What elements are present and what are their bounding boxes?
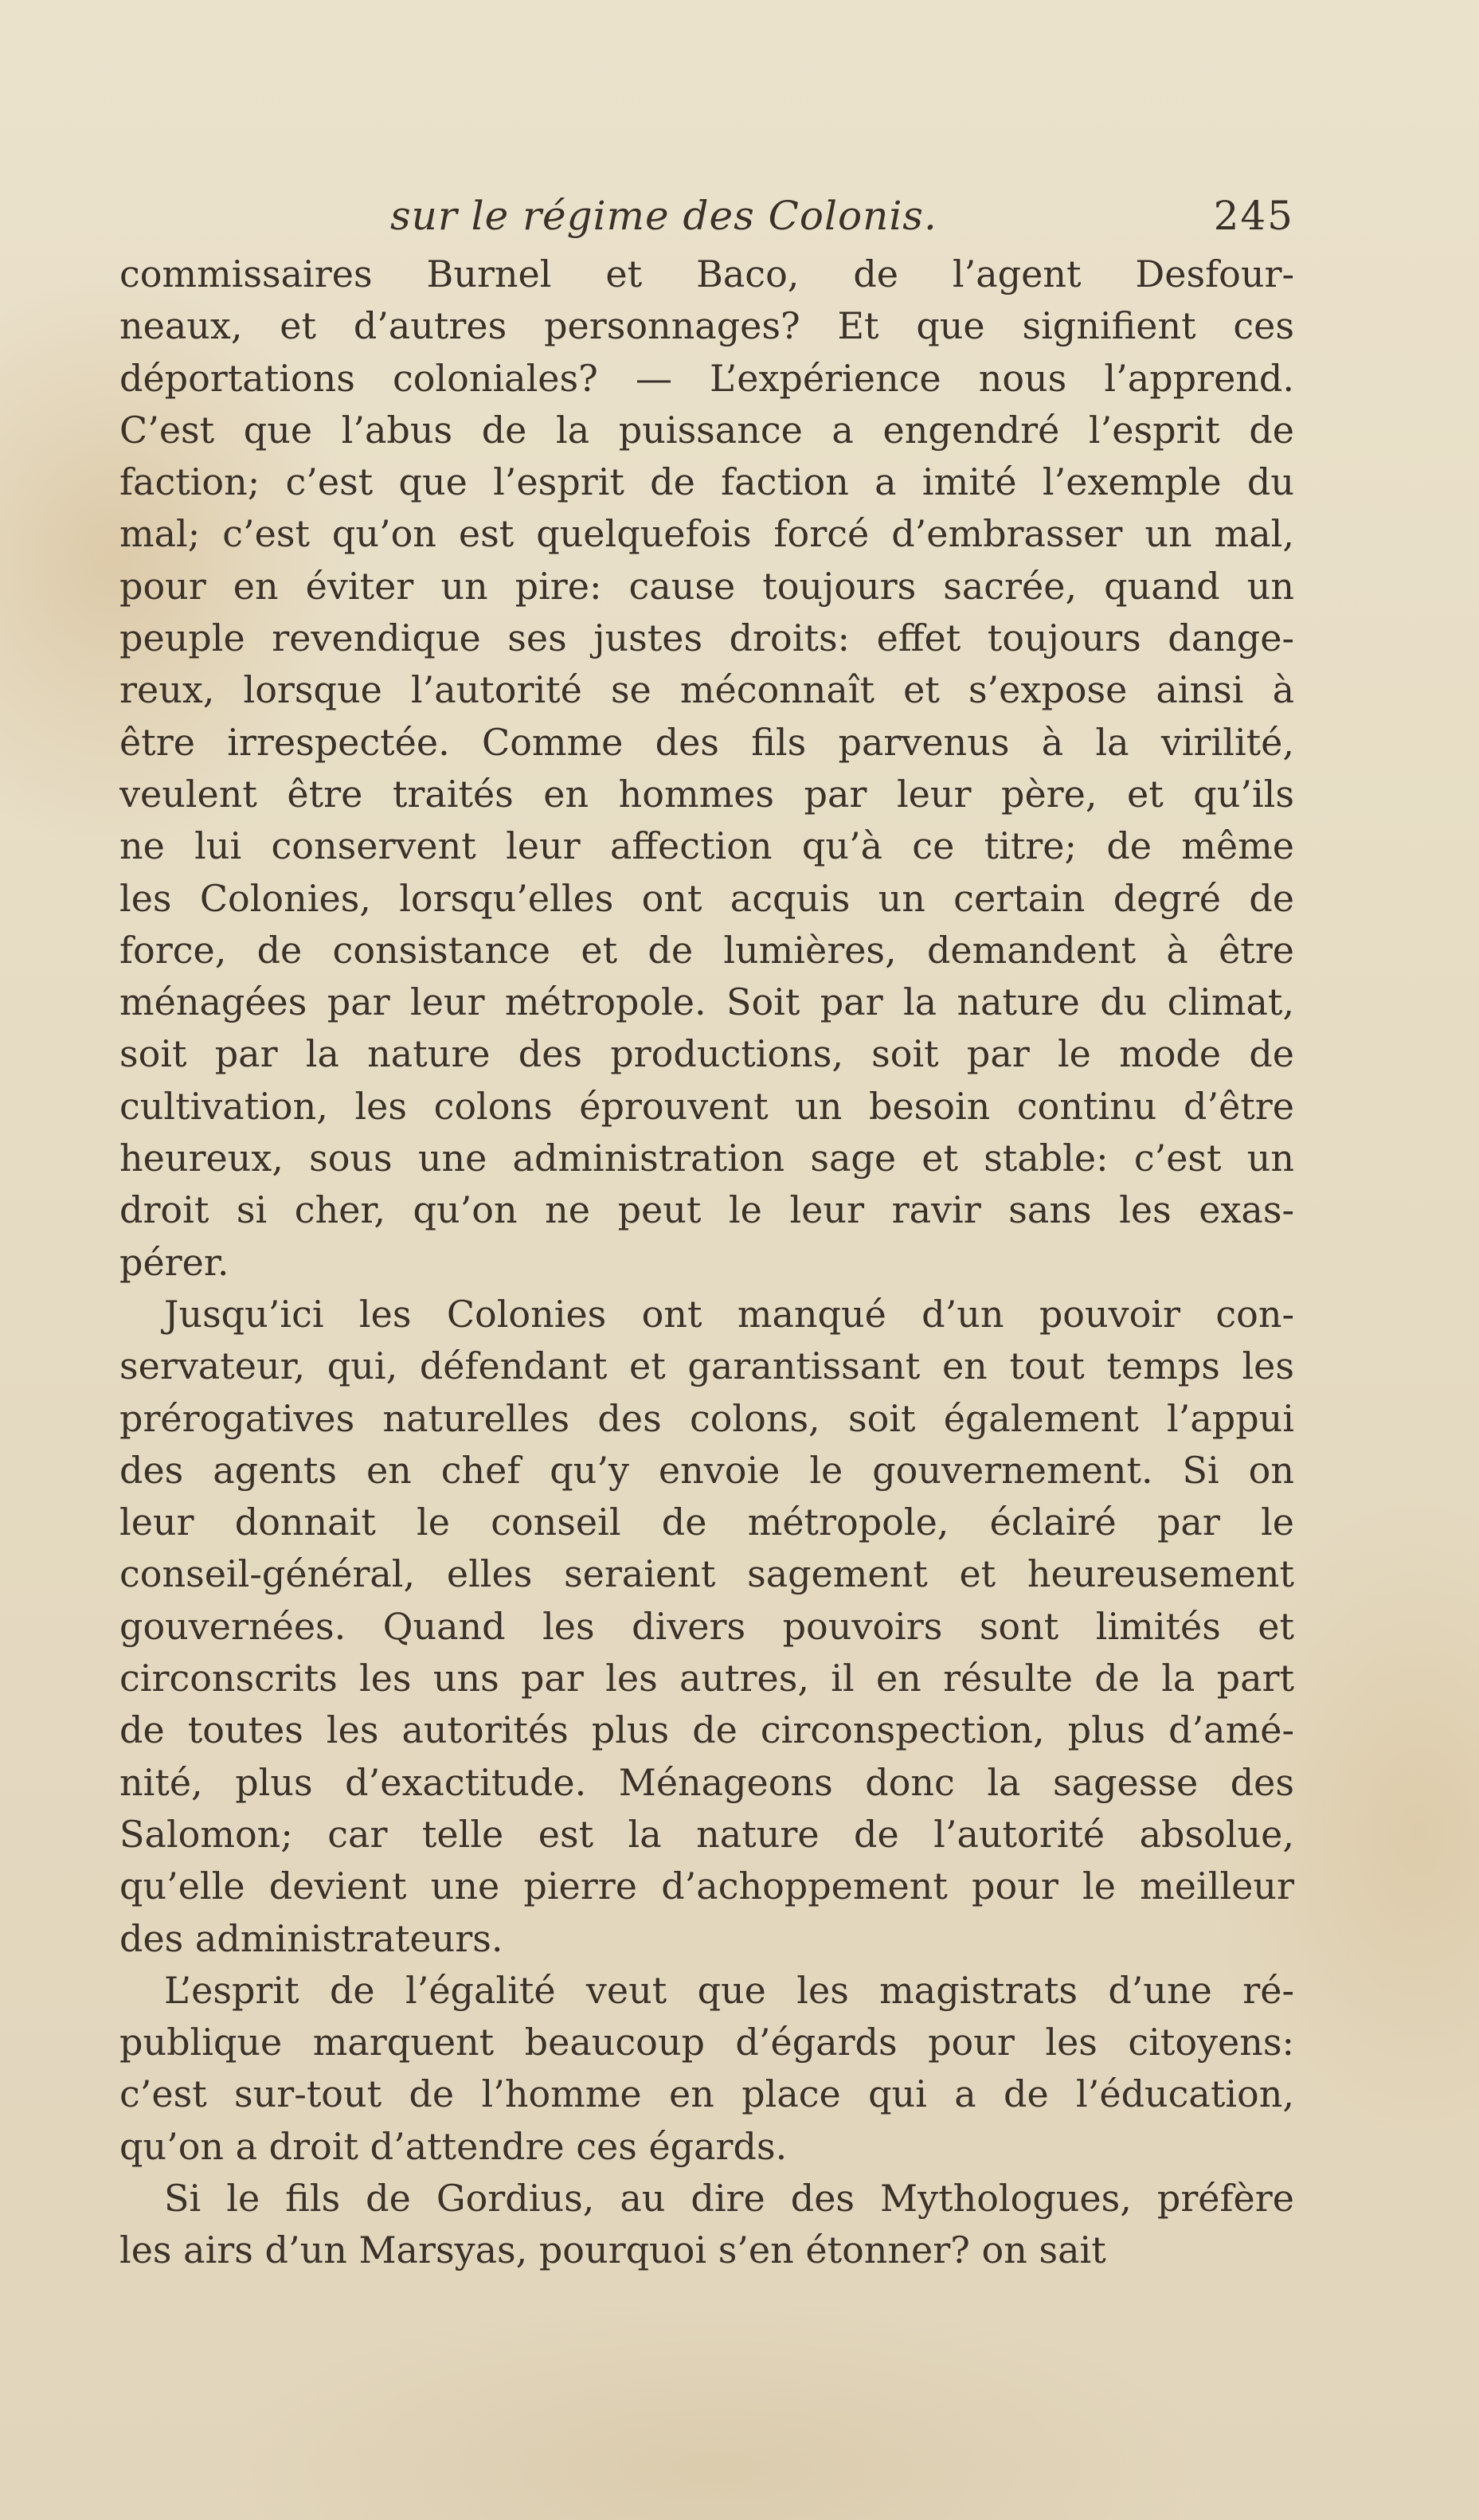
text-line: peuple revendique ses justes droits: effet toujours dange- xyxy=(119,616,1294,660)
text-line: C’est que l’abus de la puissance a engendré l’esprit de xyxy=(119,408,1294,452)
text-line: reux, lorsque l’autorité se méconnaît et s’expose ainsi à xyxy=(119,668,1294,712)
text-line: droit si cher, qu’on ne peut le leur ravir sans les exas- xyxy=(119,1188,1294,1232)
text-line: pérer. xyxy=(119,1240,229,1284)
page-text-block xyxy=(119,193,1294,2277)
text-line: L’esprit de l’égalité veut que les magistrats d’une ré- xyxy=(164,1968,1294,2012)
paragraph xyxy=(119,248,1294,1289)
text-line: mal; c’est qu’on est quelquefois forcé d’embrasser un mal, xyxy=(119,512,1294,556)
text-line: cultivation, les colons éprouvent un besoin continu d’être xyxy=(119,1084,1294,1128)
text-line: de toutes les autorités plus de circonspection, plus d’amé- xyxy=(119,1708,1294,1752)
text-line: servateur, qui, défendant et garantissant en tout temps les xyxy=(119,1344,1294,1388)
text-line: faction; c’est que l’esprit de faction a imité l’exemple du xyxy=(119,460,1294,504)
text-line: force, de consistance et de lumières, demandent à être xyxy=(119,928,1294,972)
text-line: Salomon; car telle est la nature de l’autorité absolue, xyxy=(119,1812,1294,1856)
text-line: Si le fils de Gordius, au dire des Mythologues, préfère xyxy=(164,2176,1294,2220)
text-line: nité, plus d’exactitude. Ménageons donc la sagesse des xyxy=(119,1760,1294,1804)
text-line: heureux, sous une administration sage et stable: c’est un xyxy=(119,1137,1294,1180)
paragraph xyxy=(119,2173,1294,2277)
text-line: les airs d’un Marsyas, pourquoi s’en étonner? on sait xyxy=(119,2228,1106,2272)
text-line: soit par la nature des productions, soit par le mode de xyxy=(119,1032,1294,1076)
text-line: des administrateurs. xyxy=(119,1916,503,1960)
text-line: ne lui conservent leur affection qu’à ce titre; de même xyxy=(119,824,1294,868)
paragraph xyxy=(119,1965,1294,2173)
text-line: des agents en chef qu’y envoie le gouvernement. Si on xyxy=(119,1448,1294,1492)
text-line: c’est sur-tout de l’homme en place qui a de l’éducation, xyxy=(119,2072,1294,2116)
text-line: leur donnait le conseil de métropole, éclairé par le xyxy=(119,1501,1294,1544)
text-line: les Colonies, lorsqu’elles ont acquis un certain degré de xyxy=(119,876,1294,920)
text-line: Jusqu’ici les Colonies ont manqué d’un pouvoir con- xyxy=(164,1292,1294,1336)
text-line: être irrespectée. Comme des fils parvenus à la virilité, xyxy=(119,720,1294,764)
text-line: gouvernées. Quand les divers pouvoirs sont limités et xyxy=(119,1604,1294,1648)
text-line: publique marquent beaucoup d’égards pour les citoyens: xyxy=(119,2021,1294,2064)
paragraph xyxy=(119,1289,1294,1965)
text-line: ménagées par leur métropole. Soit par la nature du climat, xyxy=(119,980,1294,1024)
text-line: neaux, et d’autres personnages? Et que signifient ces xyxy=(119,304,1294,348)
text-line: prérogatives naturelles des colons, soit également l’appui xyxy=(119,1396,1294,1440)
text-line: conseil-général, elles seraient sagement et heureusement xyxy=(119,1552,1294,1596)
text-line: commissaires Burnel et Baco, de l’agent Desfour- xyxy=(119,252,1294,295)
text-line: qu’on a droit d’attendre ces égards. xyxy=(119,2124,788,2168)
page-header xyxy=(119,193,1294,248)
text-line: qu’elle devient une pierre d’achoppement pour le meilleur xyxy=(119,1865,1294,1908)
text-line: pour en éviter un pire: cause toujours sacrée, quand un xyxy=(119,564,1294,608)
text-line: déportations coloniales? — L’expérience nous l’apprend. xyxy=(119,356,1294,400)
text-line: circonscrits les uns par les autres, il en résulte de la part xyxy=(119,1657,1294,1700)
body-text xyxy=(119,248,1294,2277)
page-number: 245 xyxy=(1213,193,1294,239)
running-title: sur le régime des Colonis. xyxy=(390,193,937,239)
text-line: veulent être traités en hommes par leur père, et qu’ils xyxy=(119,772,1294,816)
